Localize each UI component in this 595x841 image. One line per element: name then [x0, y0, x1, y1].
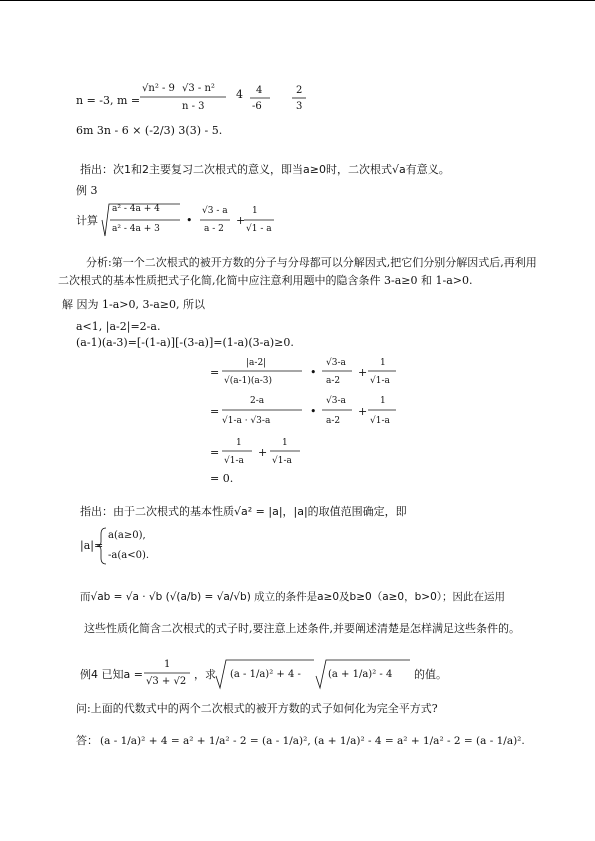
frac4-num: 2	[296, 85, 303, 96]
eq1: 4	[236, 88, 243, 101]
step1-f3-num: 1	[380, 358, 386, 368]
calc-frac3-num: 1	[252, 206, 258, 216]
example4-frac-den: √3 + √2	[146, 676, 187, 687]
solution-step-4: = 0.	[210, 472, 234, 485]
line-n-m-prefix: n = -3, m =	[76, 94, 141, 107]
calc-rules	[76, 200, 296, 244]
calc-label: 计算	[76, 214, 98, 227]
step2-num: 2-a	[250, 396, 265, 406]
step1-f3-den: √1-a	[370, 376, 390, 386]
step2-den: √1-a · √3-a	[222, 416, 271, 426]
example4-rules	[80, 658, 520, 692]
answer-expression: (a - 1/a)² + 4 = a² + 1/a² - 2 = (a - 1/a)², (a + 1/a)² - 4 = a² + 1/a² - 2 = (a - 1/a)².	[100, 735, 525, 747]
line-n-m	[76, 80, 336, 116]
frac4-den: 3	[296, 101, 303, 112]
abs-case-2: -a(a<0).	[108, 550, 150, 561]
line-6m: 6m 3n - 6 × (-2/3) 3(3) - 5.	[76, 124, 223, 137]
step2-f3-den: √1-a	[370, 416, 390, 426]
example4-ask: ，求	[194, 668, 216, 681]
solution-step-3: = 1 √1-a + 1 √1-a	[210, 436, 320, 470]
step3-f2-num: 1	[282, 438, 288, 448]
step2-rules	[210, 394, 410, 430]
step3-rules	[210, 436, 320, 470]
answer	[76, 726, 536, 758]
solution-step-1: = |a-2| √(a-1)(a-3) • √3-a a-2 + 1 √1-a	[210, 356, 410, 390]
solution-intro: 解 因为 1-a>0, 3-a≥0, 所以	[62, 298, 205, 311]
step3-f1-den: √1-a	[224, 456, 244, 466]
analysis-paragraph: 分析:第一个二次根式的被开方数的分子与分母都可以分解因式,把它们分别分解因式后,再利用二次根式的基本性质把式子化简,化简中应注意利用题中的隐含条件 3-a≥0 和 1-a>0.	[58, 256, 537, 287]
frac1-den: n - 3	[182, 101, 205, 112]
step1-den: √(a-1)(a-3)	[224, 376, 273, 386]
line-n-m-rules	[76, 80, 336, 116]
step2-f2-num: √3-a	[326, 396, 346, 406]
calc-frac2-num: √3 - a	[202, 206, 228, 216]
frac1-num: √n² - 9	[142, 83, 175, 94]
example4-end: 的值。	[414, 668, 447, 681]
step1-num: |a-2|	[246, 358, 267, 368]
answer-label: 答：	[76, 734, 98, 747]
abs-definition	[80, 526, 220, 566]
abs-case-1: a(a≥0),	[108, 530, 146, 541]
step1-f2-num: √3-a	[326, 358, 346, 368]
step3-f1-num: 1	[236, 438, 242, 448]
conditions-paragraph: 这些性质化简含二次根式的式子时,要注意上述条件,并要阐述清楚是怎样满足这些条件的。	[84, 622, 520, 635]
step1-f2-den: a-2	[326, 376, 341, 386]
calc-frac3-den: √1 - a	[246, 224, 272, 234]
frac3-num: 4	[256, 85, 263, 96]
step2-f2-den: a-2	[326, 416, 341, 426]
example4-label: 例4 已知a =	[80, 668, 143, 681]
calc-plus: +	[236, 214, 246, 227]
calc-frac1-num: a² - 4a + 4	[112, 204, 160, 214]
example-4: 例4 已知a = 1 √3 + √2 ，求 (a - 1/a)² + 4 - (a + 1/a)² - 4 的值。	[80, 658, 520, 692]
step3-f2-den: √1-a	[272, 456, 292, 466]
note-1: 指出：次1和2主要复习二次根式的意义，即当a≥0时，二次根式√a有意义。	[80, 163, 450, 176]
solution-step-2: = 2-a √1-a · √3-a • √3-a a-2 + 1 √1-a	[210, 394, 410, 430]
calc-frac1-den: a² - 4a + 3	[112, 224, 160, 234]
calc-frac2-den: a - 2	[204, 224, 224, 234]
note-3: 而√ab = √a · √b (√(a/b) = √a/√b) 成立的条件是a≥0及b≥0（a≥0，b>0）；因此在运用	[80, 591, 505, 603]
page-top-rule	[0, 0, 595, 1]
abs-label: |a|=	[80, 539, 104, 552]
solution-line-2: (a-1)(a-3)=[-(1-a)][-(3-a)]=(1-a)(3-a)≥0.	[76, 336, 294, 349]
step2-f3-num: 1	[380, 396, 386, 406]
frac3-den: -6	[252, 101, 262, 112]
example-3-title: 例 3	[76, 184, 98, 197]
solution-line-1: a<1, |a-2|=2-a.	[76, 320, 161, 333]
calc-dot: •	[186, 214, 193, 227]
question: 问:上面的代数式中的两个二次根式的被开方数的式子如何化为完全平方式?	[76, 702, 438, 715]
step1-rules	[210, 356, 410, 390]
abs-brace	[80, 526, 220, 566]
frac2-num: √3 - n²	[182, 83, 215, 94]
calc-expression	[76, 200, 296, 244]
example4-frac-num: 1	[164, 659, 171, 670]
note-2: 指出：由于二次根式的基本性质√a² = |a|，|a|的取值范围确定，即	[80, 505, 407, 518]
